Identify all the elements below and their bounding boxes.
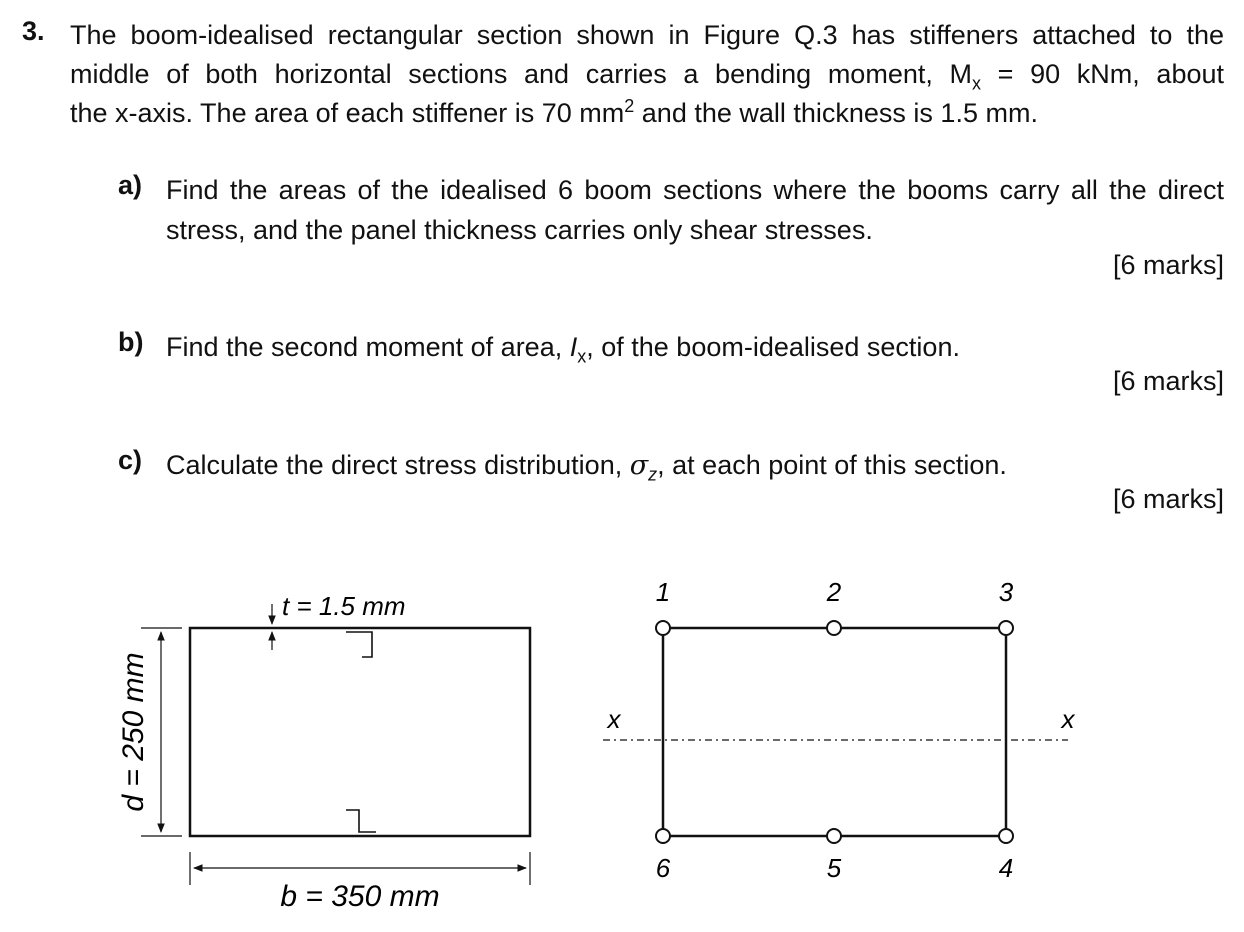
stiffener-bottom [346, 810, 376, 832]
boom-6-label: 6 [655, 853, 671, 883]
boom-3-label: 3 [998, 577, 1014, 607]
part-b-label: b) [118, 327, 144, 357]
section-outline [190, 628, 530, 836]
section-left-figure [117, 591, 530, 913]
boom-5-label: 5 [826, 853, 842, 883]
boom-6-marker [656, 829, 670, 843]
boom-1-label: 1 [655, 577, 671, 607]
part-a-label: a) [118, 170, 143, 200]
x-axis-label-left: x [607, 704, 621, 734]
boom-4-marker [999, 829, 1013, 843]
part-a-marks: [6 marks] [1112, 250, 1224, 280]
boom-5-marker [827, 829, 841, 843]
width-label: b = 350 mm [280, 880, 440, 913]
question-line-3: the x-axis. The area of each stiffener is 70 $mm^2$ and the wall thickness is 1.5 mm. [70, 96, 1038, 128]
question-number: 3. [22, 16, 45, 46]
part-a-text: Find the areas of the idealised 6 boom sections where the booms carry all the direct stress, and the panel thickness carries only shear stresses. [166, 175, 1224, 245]
depth-label: d = 250 mm [117, 652, 150, 812]
part-b-text: Find the second moment of area, $I_x$, of the boom-idealised section. [166, 332, 960, 367]
x-axis-label-right: x [1061, 704, 1075, 734]
question-line-2: middle of both horizontal sections and carries a bending moment, $M_x = 90$ kNm, about [70, 59, 1224, 94]
part-b-marks: [6 marks] [1112, 366, 1224, 396]
boom-4-label: 4 [998, 853, 1014, 883]
part-c-text: Calculate the direct stress distribution, $\sigma_z$, at each point of this section. [166, 450, 1007, 485]
stiffener-top [346, 632, 372, 657]
boom-1-marker [656, 621, 670, 635]
boom-3-marker [999, 621, 1013, 635]
part-c-label: c) [118, 445, 143, 475]
question-line-1: The boom-idealised rectangular section shown in Figure Q.3 has stiffeners attached to the [70, 20, 1224, 50]
boom-idealisation-figure [603, 577, 1076, 883]
boom-2-label: 2 [826, 577, 842, 607]
thickness-label: t = 1.5 mm [282, 591, 406, 621]
boom-section-outline [663, 628, 1006, 836]
part-c-marks: [6 marks] [1112, 484, 1224, 514]
boom-2-marker [827, 621, 841, 635]
